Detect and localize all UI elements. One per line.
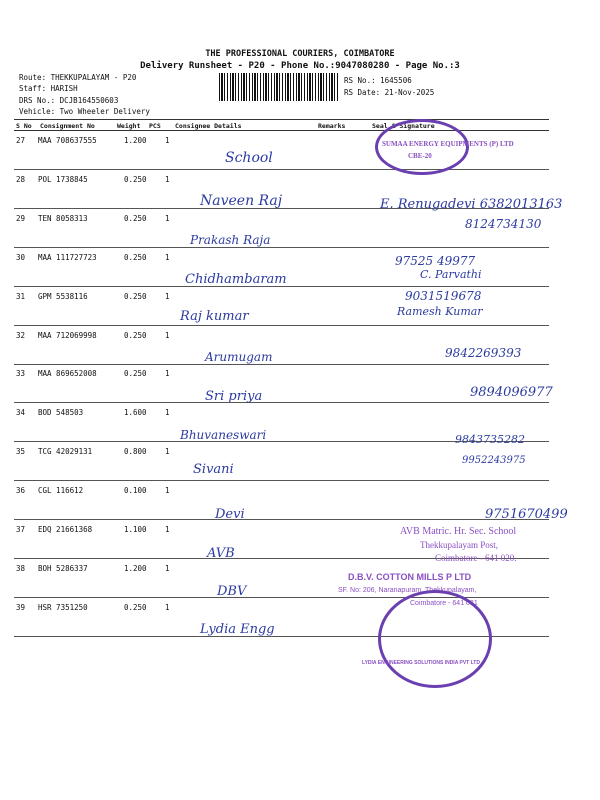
cell-weight: 0.250: [124, 213, 147, 223]
cell-weight: 0.250: [124, 330, 147, 340]
hw-sign: 8124734130: [465, 217, 542, 231]
cell-weight: 0.100: [124, 486, 147, 496]
cell-sno: 30: [16, 252, 26, 262]
col-consignee: Consignee Details: [175, 122, 242, 130]
cell-consignment: TCG 42029131: [38, 447, 93, 457]
col-seal: Seal & Signature: [372, 122, 435, 130]
seal-stamp: [378, 590, 492, 688]
stamp-text: LYDIA ENGINEERING SOLUTIONS INDIA PVT LTD: [362, 660, 480, 666]
hw-sign: 9842269393: [445, 346, 522, 360]
hw-name: Chidhambaram: [185, 272, 287, 287]
stamp-text: Thekkupalayam Post,: [420, 540, 498, 550]
cell-consignment: BOD 548503: [38, 408, 84, 418]
cell-consignment: POL 1738845: [38, 174, 88, 184]
cell-sno: 28: [16, 174, 26, 184]
cell-sno: 31: [16, 291, 26, 301]
cell-pcs: 1: [165, 602, 170, 612]
cell-consignment: TEN 8058313: [38, 213, 88, 223]
cell-pcs: 1: [165, 563, 170, 573]
hw-name: Lydia Engg: [200, 622, 275, 637]
vehicle: Vehicle: Two Wheeler Delivery: [19, 107, 150, 116]
cell-pcs: 1: [165, 330, 170, 340]
runsheet-subtitle: Delivery Runsheet - P20 - Phone No.:9047080280 - Page No.:3: [140, 61, 460, 71]
drs-no: DRS No.: DCJB164550603: [19, 96, 119, 105]
cell-sno: 35: [16, 447, 26, 457]
stamp-text: SUMAA ENERGY EQUIPMENTS (P) LTD: [382, 140, 514, 148]
stamp-text: AVB Matric. Hr. Sec. School: [400, 526, 517, 537]
barcode: [219, 73, 339, 101]
cell-pcs: 1: [165, 447, 170, 457]
cell-sno: 33: [16, 369, 26, 379]
hw-sign: 9894096977: [470, 385, 553, 400]
cell-weight: 0.250: [124, 174, 147, 184]
hw-name: DBV: [217, 584, 247, 599]
cell-weight: 0.250: [124, 369, 147, 379]
cell-pcs: 1: [165, 525, 170, 534]
cell-weight: 1.600: [124, 408, 147, 418]
hw-name: Raj kumar: [180, 309, 249, 324]
cell-sno: 38: [16, 563, 26, 573]
cell-pcs: 1: [165, 291, 170, 301]
stamp-text: Coimbatore - 641 031: [410, 600, 478, 607]
cell-pcs: 1: [165, 174, 170, 184]
header-top-line: [14, 119, 549, 120]
cell-pcs: 1: [165, 136, 170, 145]
cell-sno: 34: [16, 408, 26, 418]
stamp-text: SF. No: 206, Naranapuram, Thekkupalayam,: [338, 587, 477, 594]
hw-sign: 9751670499: [485, 507, 568, 522]
staff: Staff: HARISH: [19, 84, 78, 93]
hw-name: Sivani: [193, 462, 234, 477]
cell-pcs: 1: [165, 486, 170, 496]
cell-sno: 32: [16, 330, 26, 340]
table-row: [14, 364, 549, 403]
col-sno: S No: [16, 122, 32, 130]
stamp-text: CBE-20: [408, 152, 432, 160]
hw-sign: C. Parvathi: [420, 268, 482, 281]
cell-pcs: 1: [165, 408, 170, 418]
hw-sign: E. Renugadevi 6382013163: [380, 197, 563, 212]
col-weight: Weight: [117, 122, 141, 130]
col-pcs: PCS: [149, 122, 161, 130]
hw-name: Bhuvaneswari: [180, 428, 267, 442]
cell-consignment: MAA 712069998: [38, 330, 97, 340]
cell-weight: 0.250: [124, 291, 147, 301]
hw-name: Devi: [215, 507, 245, 522]
cell-pcs: 1: [165, 252, 170, 262]
hw-sign: 9843735282: [455, 433, 525, 446]
stamp-text: Coimbatore - 641 020.: [435, 553, 517, 563]
rs-no: RS No.: 1645506: [344, 76, 412, 85]
cell-sno: 36: [16, 486, 26, 496]
cell-pcs: 1: [165, 213, 170, 223]
cell-weight: 1.100: [124, 525, 147, 534]
table-row: [14, 481, 549, 520]
company-title: THE PROFESSIONAL COURIERS, COIMBATORE: [205, 49, 395, 59]
cell-consignment: MAA 708637555: [38, 136, 97, 145]
hw-name: School: [225, 150, 273, 166]
stamp-text: D.B.V. COTTON MILLS P LTD: [348, 572, 472, 582]
rs-date: RS Date: 21-Nov-2025: [344, 88, 435, 97]
cell-weight: 0.250: [124, 602, 147, 612]
hw-sign: 9952243975: [462, 455, 526, 466]
cell-consignment: CGL 116612: [38, 486, 84, 496]
cell-sno: 37: [16, 525, 26, 534]
hw-name: Arumugam: [205, 350, 273, 364]
cell-weight: 0.800: [124, 447, 147, 457]
hw-name: AVB: [207, 546, 235, 561]
hw-name: Prakash Raja: [190, 233, 271, 247]
col-remarks: Remarks: [318, 122, 346, 130]
cell-consignment: EDQ 21661368: [38, 525, 93, 534]
hw-name: Sri priya: [205, 389, 263, 404]
cell-weight: 0.250: [124, 252, 147, 262]
cell-pcs: 1: [165, 369, 170, 379]
hw-name: Naveen Raj: [200, 193, 283, 209]
hw-sign: 9031519678: [405, 289, 482, 303]
hw-sign: Ramesh Kumar: [397, 305, 483, 318]
cell-consignment: MAA 869652008: [38, 369, 97, 379]
cell-consignment: MAA 111727723: [38, 252, 97, 262]
cell-consignment: HSR 7351250: [38, 602, 88, 612]
table-row: [14, 131, 549, 170]
hw-sign: 97525 49977: [395, 254, 476, 268]
col-consignment: Consignment No: [40, 122, 95, 130]
cell-weight: 1.200: [124, 136, 147, 145]
cell-sno: 39: [16, 602, 26, 612]
cell-weight: 1.200: [124, 563, 147, 573]
cell-consignment: GPM 5538116: [38, 291, 88, 301]
route: Route: THEKKUPALAYAM - P20: [19, 73, 137, 82]
cell-consignment: BOH 5286337: [38, 563, 88, 573]
cell-sno: 29: [16, 213, 26, 223]
cell-sno: 27: [16, 136, 26, 145]
